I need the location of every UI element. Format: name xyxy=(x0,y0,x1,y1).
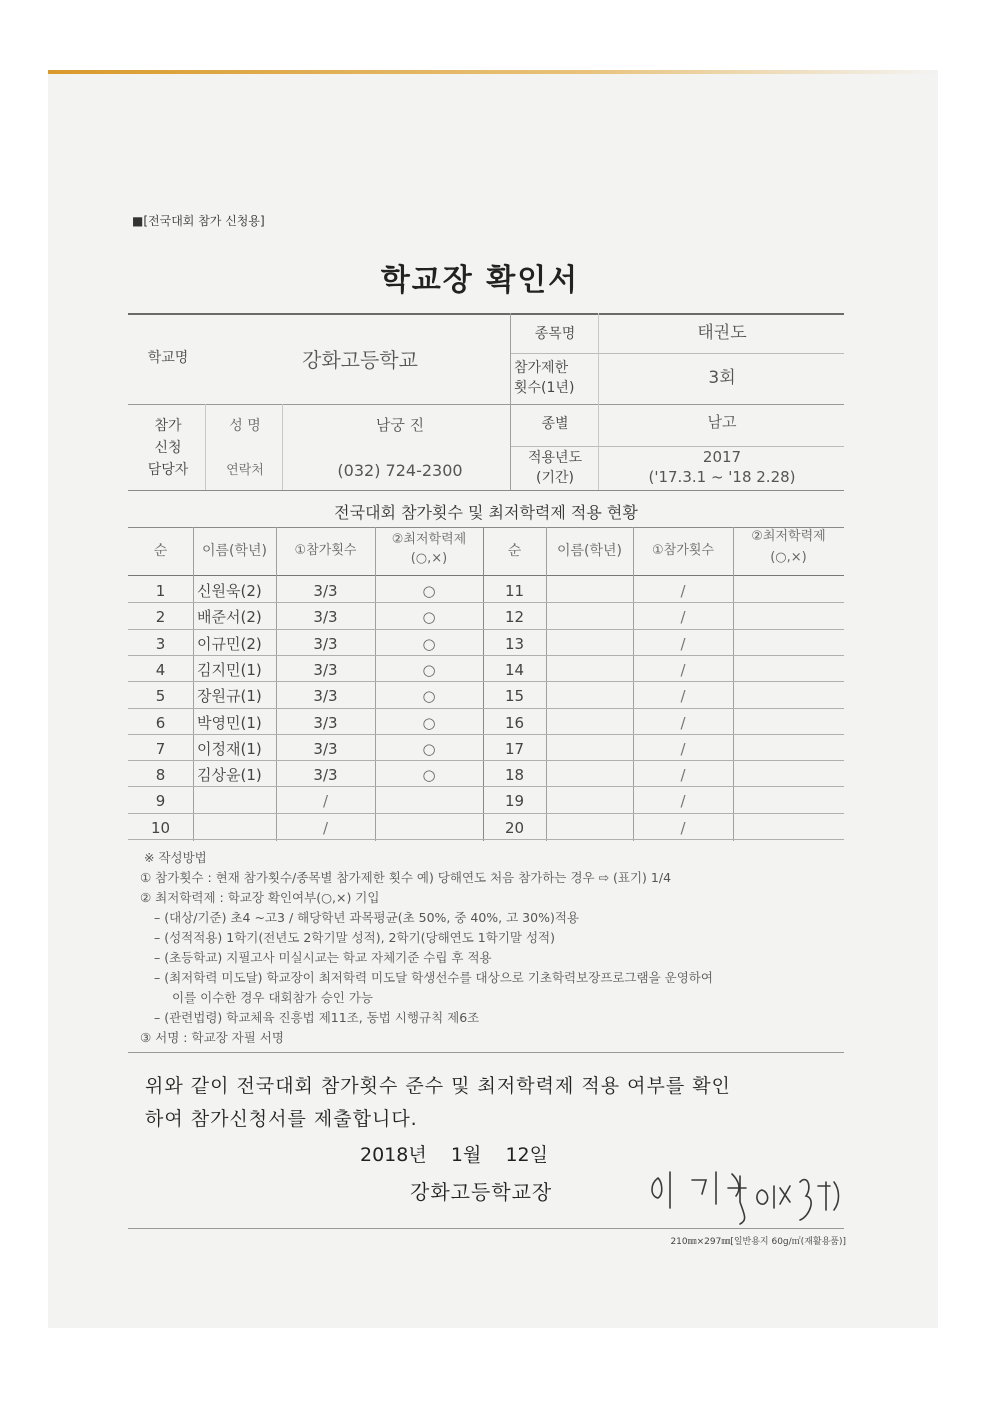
header-name: 이름(학년) xyxy=(201,543,268,559)
row-check xyxy=(733,815,844,841)
limit-label-2: 횟수(1년) xyxy=(514,380,575,396)
row-name: 이규민(2) xyxy=(197,634,262,653)
note-item: – (관련법령) 학교체육 진흥법 제11조, 동법 시행규칙 제6조 xyxy=(154,1010,480,1025)
row-count: 3/3 xyxy=(313,608,338,627)
school-label: 학교명 xyxy=(147,350,189,366)
row-number: 3 xyxy=(155,634,166,653)
event-value: 태권도 xyxy=(697,323,747,343)
row-count: / xyxy=(680,713,686,732)
header-grade-sub-right: (○,×) xyxy=(770,550,807,565)
row-check: ○ xyxy=(422,713,436,732)
limit-label-1: 참가제한 xyxy=(514,360,569,376)
row-number: 15 xyxy=(504,687,525,706)
row-name xyxy=(546,578,633,604)
row-count: 3/3 xyxy=(313,660,338,679)
row-count: / xyxy=(680,818,686,837)
row-number: 1 xyxy=(155,582,166,600)
header-count: ①참가횟수 xyxy=(294,543,357,558)
principal-title: 강화고등학교장 xyxy=(410,1180,553,1204)
row-check: ○ xyxy=(422,634,436,653)
header-grade-right: ②최저학력제 xyxy=(751,529,826,544)
note-item: ② 최저학력제 : 학교장 확인여부(○,×) 기입 xyxy=(140,890,380,905)
row-check xyxy=(733,788,844,814)
paper-edge xyxy=(48,70,938,74)
note-item: – (대상/기준) 초4 ~고3 / 해당학년 과목평균(초 50%, 중 40%, 고 30%)적용 xyxy=(154,910,579,925)
row-count: / xyxy=(322,792,329,811)
row-count: 3/3 xyxy=(313,634,338,653)
header-grade-sub: (○,×) xyxy=(410,551,448,566)
note-item: ① 참가횟수 : 현재 참가횟수/종목별 참가제한 횟수 예) 당해연도 처음 참가하는 경우 ⇨ (표기) 1/4 xyxy=(140,870,672,885)
row-count: / xyxy=(680,582,686,600)
row-number: 2 xyxy=(155,608,166,627)
contact-phone: (032) 724-2300 xyxy=(337,461,463,480)
note-heading: ※ 작성방법 xyxy=(144,850,207,865)
note-item: ③ 서명 : 학교장 자필 서명 xyxy=(140,1030,284,1045)
row-name: 배준서(2) xyxy=(197,608,262,627)
row-number: 5 xyxy=(155,687,166,706)
period-value: ('17.3.1 ~ '18 2.28) xyxy=(648,468,796,486)
note-item: – (최저학력 미도달) 학교장이 최저학력 미도달 학생선수를 대상으로 기초학력보장프로그램을 운영하여 xyxy=(154,970,713,985)
row-name xyxy=(546,604,633,630)
header-count-right: ①참가횟수 xyxy=(652,543,714,558)
contact-name: 남궁 진 xyxy=(375,416,425,434)
row-check xyxy=(733,604,844,630)
row-check: ○ xyxy=(422,608,436,627)
row-name: 김지민(1) xyxy=(197,660,262,679)
row-name xyxy=(546,657,633,683)
row-count: / xyxy=(680,660,686,679)
issue-date: 2018년 1월 12일 xyxy=(360,1144,548,1166)
row-number: 18 xyxy=(504,766,525,785)
row-name xyxy=(546,710,633,736)
limit-value: 3회 xyxy=(708,368,736,388)
school-name: 강화고등학교 xyxy=(302,348,418,372)
row-count: / xyxy=(680,608,686,627)
row-number: 16 xyxy=(504,713,525,732)
row-count: / xyxy=(680,739,686,758)
row-name xyxy=(546,683,633,709)
category-label: 종별 xyxy=(541,416,569,432)
row-name xyxy=(546,762,633,788)
row-count: / xyxy=(680,766,686,785)
header-no: 순 xyxy=(153,543,168,559)
row-number: 10 xyxy=(150,818,171,837)
row-number: 4 xyxy=(155,660,166,679)
row-name: 이정재(1) xyxy=(197,739,262,758)
contact-label-2: 신청 xyxy=(154,440,182,456)
year-label-1: 적용년도 xyxy=(527,450,583,466)
row-name xyxy=(546,736,633,762)
row-check xyxy=(733,762,844,788)
row-number: 12 xyxy=(504,608,525,627)
row-check: ○ xyxy=(422,660,436,679)
row-name xyxy=(546,631,633,657)
row-check: ○ xyxy=(422,582,436,600)
row-count: / xyxy=(322,818,329,837)
row-number: 19 xyxy=(504,792,525,811)
row-check xyxy=(733,710,844,736)
year-label-2: (기간) xyxy=(536,470,574,486)
phone-label: 연락처 xyxy=(226,463,264,478)
name-label: 성 명 xyxy=(229,418,261,434)
row-number: 20 xyxy=(504,818,525,837)
section-title: 전국대회 참가횟수 및 최저학력제 적용 현황 xyxy=(334,503,638,522)
row-name xyxy=(197,815,276,841)
statement xyxy=(145,1070,845,1136)
contact-label-1: 참가 xyxy=(154,418,182,434)
row-check xyxy=(733,736,844,762)
instructions xyxy=(140,848,850,1048)
row-name xyxy=(197,788,276,814)
year-value: 2017 xyxy=(702,448,742,466)
note-item: 이를 이수한 경우 대회참가 승인 가능 xyxy=(172,990,373,1005)
row-name xyxy=(546,788,633,814)
row-check: ○ xyxy=(422,739,436,758)
row-count: 3/3 xyxy=(313,687,338,706)
paper-spec: 210㎜×297㎜[일반용지 60g/㎡(재활용품)] xyxy=(670,1237,846,1247)
signature xyxy=(640,1158,860,1228)
row-number: 11 xyxy=(504,582,525,600)
event-label: 종목명 xyxy=(534,326,576,342)
document-title: 학교장 확인서 xyxy=(380,263,580,298)
header-name-right: 이름(학년) xyxy=(556,543,623,559)
statement-line: 하여 참가신청서를 제출합니다. xyxy=(145,1108,418,1130)
row-number: 17 xyxy=(504,739,525,758)
note-item: – (성적적용) 1학기(전년도 2학기말 성적), 2학기(당해연도 1학기말 성적) xyxy=(154,930,555,945)
row-count: / xyxy=(680,634,686,653)
row-check xyxy=(733,657,844,683)
row-check: ○ xyxy=(422,687,436,706)
row-number: 7 xyxy=(155,739,166,758)
row-number: 6 xyxy=(155,713,166,732)
note-item: – (초등학교) 지필고사 미실시교는 학교 자체기준 수립 후 적용 xyxy=(154,950,492,965)
row-count: / xyxy=(680,792,686,811)
row-check xyxy=(375,788,483,814)
row-name: 박영민(1) xyxy=(197,713,262,732)
row-number: 14 xyxy=(504,660,525,679)
row-number: 13 xyxy=(504,634,525,653)
form-label: ■[전국대회 참가 신청용] xyxy=(132,214,265,228)
row-name: 신원욱(2) xyxy=(197,582,262,600)
row-count: 3/3 xyxy=(313,713,338,732)
statement-line: 위와 같이 전국대회 참가횟수 준수 및 최저학력제 적용 여부를 확인 xyxy=(145,1075,731,1097)
row-count: 3/3 xyxy=(313,739,338,758)
row-number: 9 xyxy=(155,792,166,811)
contact-label-3: 담당자 xyxy=(147,462,189,478)
row-count: / xyxy=(680,687,686,706)
header-no-right: 순 xyxy=(507,543,522,559)
row-check xyxy=(733,631,844,657)
row-count: 3/3 xyxy=(313,582,338,600)
row-count: 3/3 xyxy=(313,766,338,785)
row-name xyxy=(546,815,633,841)
row-check: ○ xyxy=(422,766,436,785)
row-number: 8 xyxy=(155,766,166,785)
row-check xyxy=(375,815,483,841)
row-name: 장원규(1) xyxy=(197,687,262,706)
category-value: 남고 xyxy=(707,413,737,431)
header-grade: ②최저학력제 xyxy=(391,532,467,547)
row-check xyxy=(733,578,844,604)
row-name: 김상윤(1) xyxy=(197,766,262,785)
row-check xyxy=(733,683,844,709)
